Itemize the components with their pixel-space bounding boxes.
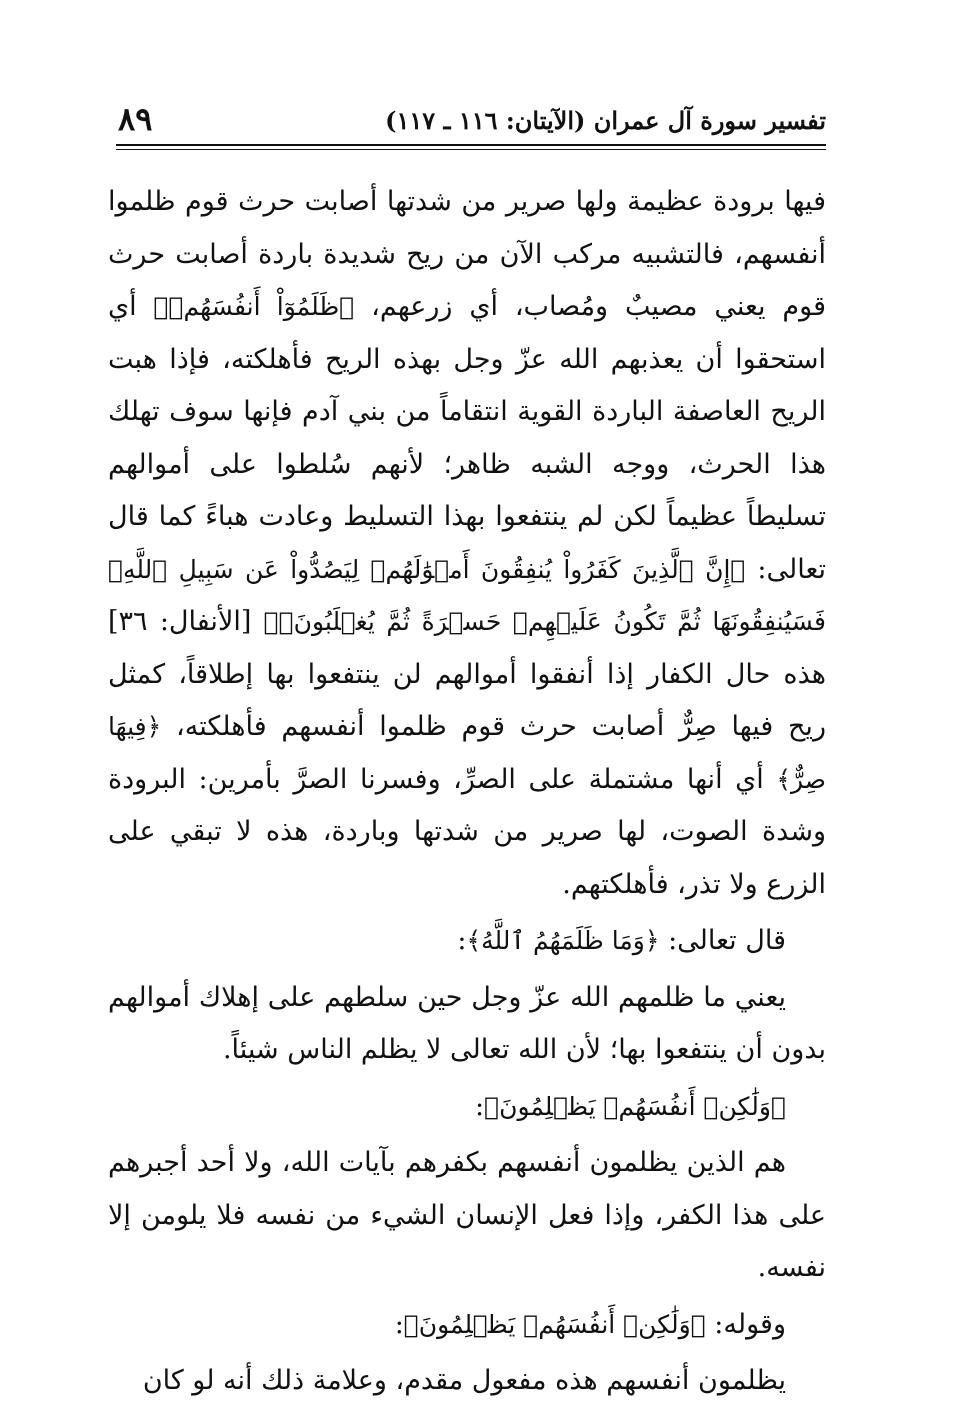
verse-heading-2-colon: :	[474, 1090, 485, 1122]
verse-heading-1	[108, 915, 826, 968]
paragraph-1-text-c: [الأنفال: ٣٦] هذه حال الكفار إذا أنفقوا أموالهم لن ينتفعوا بها إطلاقاً، كمثل ريح فيها صِرٌّ أصابت حرث قوم ظلموا أنفسهم فأهلكته،	[108, 606, 826, 742]
verse-heading-1-quote: ﴿وَمَا ظَلَمَهُمُ ٱللَّهُ﴾	[466, 926, 660, 955]
paragraph-4: يظلمون أنفسهم هذه مفعول مقدم، وعلامة ذلك أنه لو كان	[142, 1365, 786, 1396]
verse-heading-2-quote: ﴿وَلَٰكِنۡ أَنفُسَهُمۡ يَظۡلِمُونَ﴾	[484, 1091, 786, 1121]
quran-quote-2: ﴿إِنَّ ٱلَّذِينَ كَفَرُواْ يُنفِقُونَ أَمۡوَٰلَهُمۡ لِيَصُدُّواْ عَن سَبِيلِ ٱللَّهِۚ فَسَيُنفِقُونَهَا ثُمَّ تَكُونُ عَلَيۡهِمۡ حَسۡرَةً ثُمَّ يُغۡلَبُونَۗ﴾	[108, 554, 827, 636]
paragraph-2: يعني ما ظلمهم الله عزّ وجل حين سلطهم على إهلاك أموالهم بدون أن ينتفعوا بها؛ لأن الله تعالى لا يظلم الناس شيئاً.	[108, 981, 826, 1065]
running-title: تفسير سورة آل عمران (الآيتان: ١١٦ ـ ١١٧)	[385, 106, 826, 135]
quran-quote-1: ﴿ظَلَمُوٓاْ أَنفُسَهُمۡ﴾	[153, 292, 355, 321]
paragraph-3: هم الذين يظلمون أنفسهم بكفرهم بآيات الله، ولا أحد أجبرهم على هذا الكفر، وإذا فعل الإنسان الشيء من نفسه فلا يلومن إلا نفسه.	[108, 1147, 826, 1283]
verse-heading-1-pre: قال تعالى:	[659, 925, 786, 956]
paragraph-1-text-b: أي استحقوا أن يعذبهم الله عزّ وجل بهذه الريح فأهلكته، فإذا هبت الريح العاصفة الباردة القوية انتقاماً من بني آدم فإنها سوف تهلك هذا الحرث، ووجه الشبه ظاهر؛ لأنهم سُلطوا على أموالهم تسليطاً عظيماً لكن لم ينتفعوا بهذا التسليط وعادت هباءً كما قال تعالى:	[108, 291, 826, 585]
verse-heading-1-colon: :	[457, 925, 467, 956]
page-header	[108, 100, 826, 142]
verse-heading-3	[108, 1299, 826, 1352]
page-body	[108, 176, 826, 1408]
book-page	[108, 100, 827, 1396]
paragraph-1-text-d: أي أنها مشتملة على الصرِّ، وفسرنا الصرَّ بأمرين: البرودة وشدة الصوت، لها صرير من شدتها وباردة، هذه لا تبقي على الزرع ولا تذر، فأهلكتهم.	[108, 763, 826, 900]
paragraph-1-text-a: فيها برودة عظيمة ولها صرير من شدتها أصابت حرث قوم ظلموا أنفسهم، فالتشبيه مركب الآن من ريح شديدة باردة أصابت حرث قوم يعني مصيبٌ ومُصاب، أي زرعهم،	[108, 186, 826, 322]
quran-quote-3: ﴿فِيهَا صِرٌّ﴾	[108, 712, 826, 794]
verse-heading-3-quote: ﴿وَلَٰكِنۡ أَنفُسَهُمۡ يَظۡلِمُونَ﴾	[403, 1309, 706, 1339]
verse-heading-2	[108, 1081, 826, 1134]
verse-heading-3-pre: وقوله:	[705, 1308, 786, 1340]
paragraph-1	[108, 176, 826, 911]
header-rule	[116, 144, 826, 150]
verse-heading-3-colon: :	[394, 1308, 404, 1340]
page-number: ٨٩	[118, 100, 153, 138]
